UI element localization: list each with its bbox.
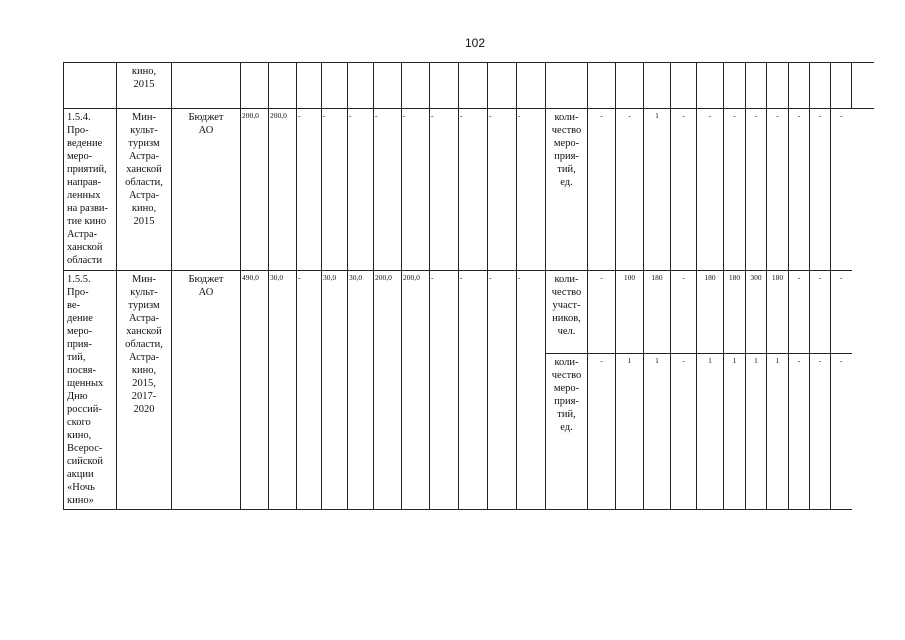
amount-cell: - [322,109,348,271]
executor-cell: Мин- культ- туризм Астра- ханской области, Астра- кино, 2015, 2017- 2020 [117,271,172,510]
empty-cell [348,63,374,109]
empty-cell [374,63,402,109]
empty-cell [746,63,767,109]
indicator-value-cell: - [810,271,831,354]
empty-cell [546,63,588,109]
indicator-value-cell: - [810,109,831,271]
empty-cell [269,63,297,109]
empty-cell [671,63,697,109]
table-row [64,63,874,109]
page-number: 102 [464,36,486,50]
executor-cell: кино, 2015 [117,63,172,109]
empty-cell [767,63,789,109]
amount-cell: - [488,271,517,510]
activity-name-cell: 1.5.5. Про- ве- дение меро- прия- тий, посвя- щенных Дню россий- ского кино, Всерос- сийской акции «Ночь кино» [64,271,117,510]
indicator-value-cell: - [789,354,810,510]
indicator-value-cell: - [810,354,831,510]
amount-cell: 490,0 [241,271,269,510]
empty-cell [297,63,322,109]
indicator-value-cell: - [588,354,616,510]
indicator-value-cell: 1 [746,354,767,510]
indicator-value-cell: - [789,109,810,271]
indicator-value-cell: 100 [616,271,644,354]
amount-cell: - [297,271,322,510]
indicator-value-cell: 1 [767,354,789,510]
indicator-value-cell: 1 [616,354,644,510]
amount-cell: 200,0 [241,109,269,271]
indicator-value-cell: - [588,271,616,354]
indicator-cell: коли- чество меро- прия- тий, ед. [546,109,588,271]
amount-cell: 30,0 [269,271,297,510]
amount-cell: - [459,271,488,510]
indicator-value-cell: - [671,354,697,510]
indicator-cell: коли- чество меро- прия- тий, ед. [546,354,588,510]
empty-cell [322,63,348,109]
amount-cell: - [517,109,546,271]
indicator-value-cell: 300 [746,271,767,354]
amount-cell: - [517,271,546,510]
table-row [64,109,874,271]
empty-cell [402,63,430,109]
indicator-value-cell: - [671,109,697,271]
indicator-value-cell: 180 [697,271,724,354]
indicator-value-cell: 180 [767,271,789,354]
empty-cell [697,63,724,109]
indicator-value-cell: - [724,109,746,271]
empty-cell [724,63,746,109]
amount-cell: - [402,109,430,271]
indicator-value-cell: - [697,109,724,271]
indicator-value-cell: - [831,271,852,354]
empty-cell [831,63,852,109]
empty-cell [241,63,269,109]
amount-cell: - [488,109,517,271]
indicator-cell: коли- чество участ- ников, чел. [546,271,588,354]
amount-cell: - [459,109,488,271]
amount-cell: 200,0 [269,109,297,271]
empty-cell [852,63,874,109]
indicator-value-cell: 1 [644,109,671,271]
amount-cell: - [297,109,322,271]
indicator-value-cell: - [616,109,644,271]
empty-cell [517,63,546,109]
amount-cell: 200,0 [374,271,402,510]
indicator-value-cell: 1 [697,354,724,510]
indicator-value-cell: 1 [644,354,671,510]
amount-cell: - [430,109,459,271]
amount-cell: - [348,109,374,271]
indicator-value-cell: - [831,109,852,271]
indicator-value-cell: - [831,354,852,510]
empty-cell [430,63,459,109]
empty-cell [616,63,644,109]
empty-cell [789,63,810,109]
amount-cell: - [430,271,459,510]
indicator-value-cell: - [789,271,810,354]
funding-source-cell: Бюджет АО [172,271,241,510]
table-row [64,271,874,354]
empty-cell [810,63,831,109]
indicator-value-cell: 1 [724,354,746,510]
empty-cell [644,63,671,109]
funding-source-cell: Бюджет АО [172,109,241,271]
activity-name-cell: 1.5.4. Про- ведение меро- приятий, направ- ленных на разви- тие кино Астра- ханской области [64,109,117,271]
amount-cell: 30,0 [348,271,374,510]
budget-table [63,62,874,510]
indicator-value-cell: 180 [644,271,671,354]
executor-cell: Мин- культ- туризм Астра- ханской области, Астра- кино, 2015 [117,109,172,271]
empty-cell [459,63,488,109]
indicator-value-cell: - [767,109,789,271]
amount-cell: - [374,109,402,271]
indicator-value-cell: - [746,109,767,271]
empty-cell [588,63,616,109]
amount-cell: 200,0 [402,271,430,510]
indicator-value-cell: - [588,109,616,271]
empty-cell [172,63,241,109]
indicator-value-cell: - [671,271,697,354]
empty-cell [488,63,517,109]
indicator-value-cell: 180 [724,271,746,354]
budget-table-container [63,62,874,510]
name-cell [64,63,117,109]
amount-cell: 30,0 [322,271,348,510]
